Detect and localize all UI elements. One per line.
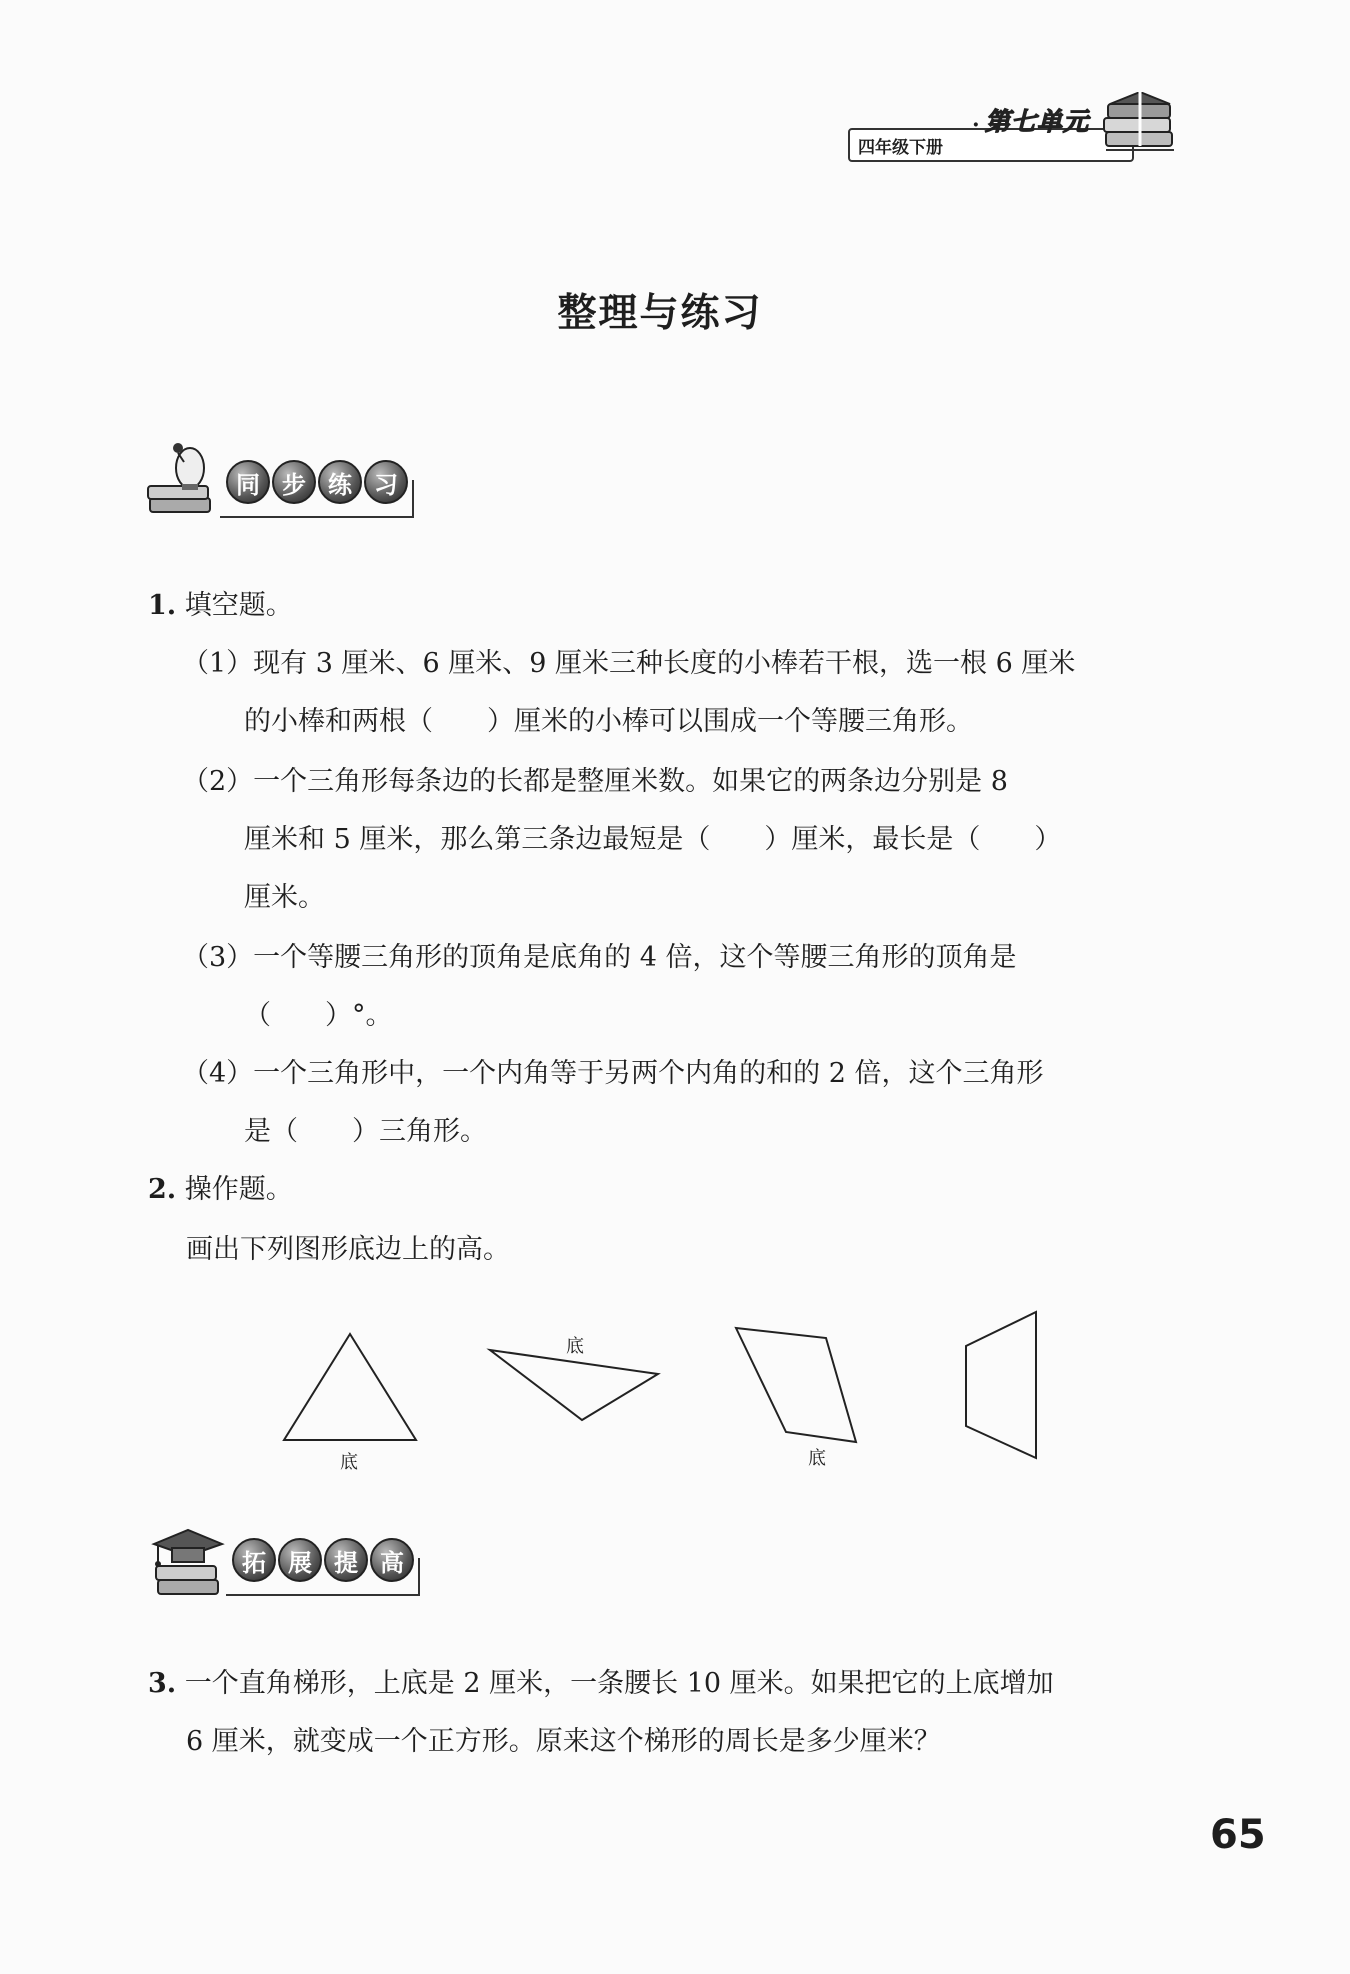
banner2-char-4: 高	[370, 1538, 414, 1582]
q3-line1	[148, 1664, 1054, 1704]
lamp-books-icon	[146, 440, 220, 520]
banner2-tick	[418, 1558, 420, 1596]
banner1-char-3: 练	[318, 460, 362, 504]
q1-item2-line2: 厘米和 5 厘米，那么第三条边最短是（ ）厘米，最长是（ ）	[244, 824, 1062, 855]
q1-item1-line1: （1）现有 3 厘米、6 厘米、9 厘米三种长度的小棒若干根，选一根 6 厘米	[182, 648, 1076, 679]
banner2-char-2: 展	[278, 1538, 322, 1582]
triangle-figure-1	[284, 1334, 416, 1440]
figure3-base-label: 底	[808, 1448, 826, 1469]
unit-dot: ·	[972, 112, 980, 138]
q1-item4-line2: 是（ ）三角形。	[244, 1116, 487, 1147]
q3-line1-text: 一个直角梯形，上底是 2 厘米，一条腰长 10 厘米。如果把它的上底增加	[184, 1668, 1054, 1699]
q1-item1-line2: 的小棒和两根（ ）厘米的小棒可以围成一个等腰三角形。	[244, 706, 973, 737]
page-number: 65	[1210, 1812, 1266, 1858]
banner2-char-3: 提	[324, 1538, 368, 1582]
q1-heading	[148, 586, 293, 626]
banner1-char-2: 步	[272, 460, 316, 504]
q2-number: 2.	[148, 1174, 177, 1205]
q1-item4-line1: （4）一个三角形中，一个内角等于另两个内角的和的 2 倍，这个三角形	[182, 1058, 1044, 1089]
banner1-char-1: 同	[226, 460, 270, 504]
page-title: 整理与练习	[557, 291, 763, 336]
banner2-underline	[226, 1594, 420, 1596]
trapezoid-figure	[966, 1312, 1036, 1458]
figure-row	[0, 1290, 1350, 1490]
figure1-base-label: 底	[340, 1452, 358, 1473]
banner1-char-4: 习	[364, 460, 408, 504]
q3-line2: 6 厘米，就变成一个正方形。原来这个梯形的周长是多少厘米？	[186, 1726, 941, 1757]
q1-item3-line1: （3）一个等腰三角形的顶角是底角的 4 倍，这个等腰三角形的顶角是	[182, 942, 1017, 973]
grad-cap-books-icon	[146, 1522, 230, 1602]
grade-label: 四年级下册	[858, 138, 943, 158]
triangle-figure-2	[490, 1350, 658, 1420]
unit-label: 第七单元	[985, 107, 1090, 136]
parallelogram-figure	[736, 1328, 856, 1442]
banner2-char-1: 拓	[232, 1538, 276, 1582]
banner1-underline	[220, 516, 414, 518]
q2-instruction: 画出下列图形底边上的高。	[186, 1234, 510, 1265]
q1-item2-line1: （2）一个三角形每条边的长都是整厘米数。如果它的两条边分别是 8	[182, 766, 1008, 797]
banner1-tick	[412, 480, 414, 518]
q1-heading-text: 填空题。	[184, 590, 293, 621]
q1-item3-line2: （ ）°。	[244, 1000, 393, 1031]
q1-number: 1.	[148, 590, 177, 621]
books-icon	[1100, 92, 1180, 164]
q3-number: 3.	[148, 1668, 177, 1699]
q2-heading-text: 操作题。	[184, 1174, 293, 1205]
q2-heading	[148, 1170, 293, 1210]
q1-item2-line3: 厘米。	[244, 882, 325, 913]
figure2-base-label: 底	[566, 1336, 584, 1357]
